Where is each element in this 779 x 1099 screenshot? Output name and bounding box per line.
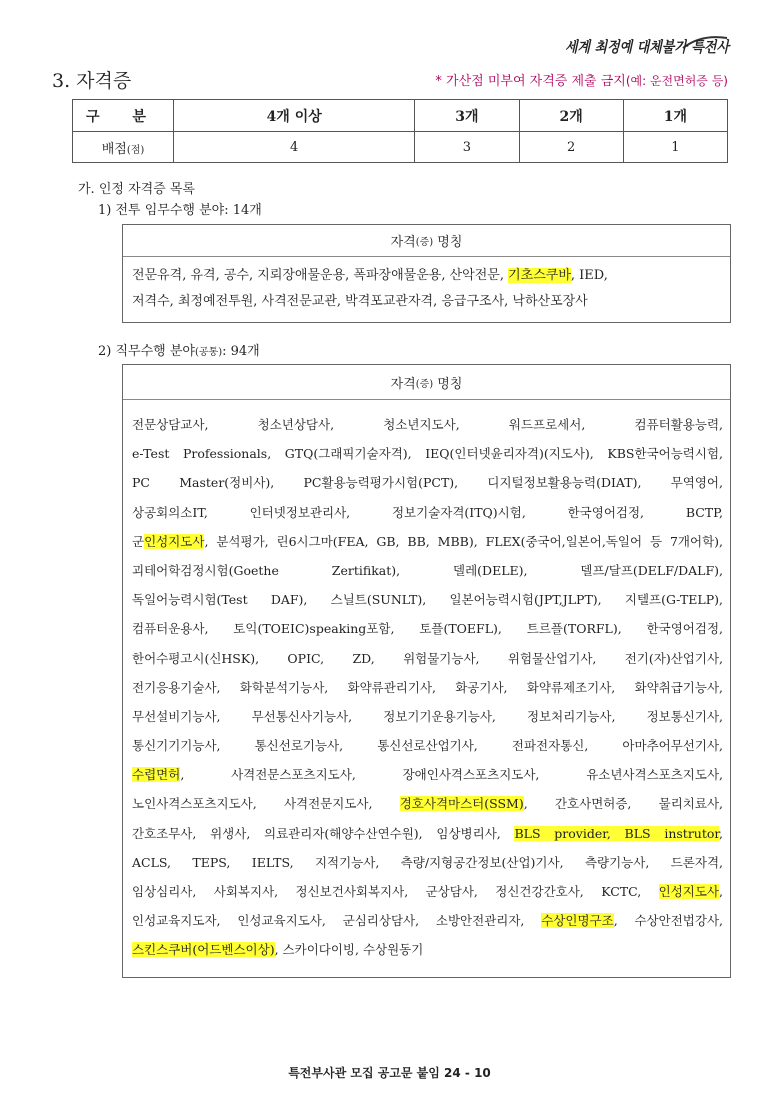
header-cell: 4개 이상 xyxy=(174,100,415,132)
header-cell: 1개 xyxy=(623,100,727,132)
col-main: 자격 xyxy=(390,235,416,250)
col-rest: 명칭 xyxy=(433,376,463,392)
cert-line xyxy=(132,585,723,614)
cert-text: , 수상안전법강사, xyxy=(613,913,723,929)
cert-text: 간호조무사, 위생사, 의료관리자(해양수산연수원), 임상병리사, xyxy=(132,825,515,841)
group2-heading-main: 2) 직무수행 분야 xyxy=(98,344,195,359)
highlighted-cert: 수상인명구조 xyxy=(541,913,614,929)
list-heading: 가. 인정 자격증 목록 xyxy=(78,182,195,197)
cert-text: 임상심리사, 사회복지사, 정신보건사회복지사, 군상담사, 정신건강간호사, KCTC, xyxy=(132,884,659,899)
cert-line xyxy=(132,935,723,964)
col-sub: (증) xyxy=(415,378,434,390)
section-title: 3. 자격증 xyxy=(52,70,132,92)
score-cell: 4 xyxy=(174,132,415,163)
cert-text: e-Test Professionals, GTQ(그래픽기술자격), IEQ(인터넷윤리자격)(지도사), KBS한국어능력시험, xyxy=(132,446,723,462)
highlighted-cert: BLS provider, BLS instrutor xyxy=(514,825,720,841)
cert-text: PC Master(정비사), PC활용능력평가시험(PCT), 디지털정보활용능력(DIAT), 무역영어, xyxy=(132,475,723,491)
cert-text: , 사격전문스포츠지도사, 장애인사격스포츠지도사, 유소년사격스포츠지도사, xyxy=(180,767,723,783)
highlighted-cert: 경호사격마스터(SSM) xyxy=(399,796,524,812)
group2-column-header xyxy=(123,365,730,400)
cert-text: 통신기기기능사, 통신선로기능사, 통신선로산업기사, 전파전자통신, 아마추어무선기사, xyxy=(132,738,723,754)
cert-text: 저격수, 최정예전투원, 사격전문교관, 박격포교관자격, 응급구조사, 낙하산포장사 xyxy=(132,294,588,309)
cert-line xyxy=(132,263,723,289)
cert-line xyxy=(132,468,723,497)
row-label-sub: (점) xyxy=(126,144,145,156)
cert-line xyxy=(132,527,723,556)
cert-line xyxy=(132,760,723,789)
group2-heading xyxy=(98,340,260,359)
cert-text: 인성교육지도자, 인성교육지도사, 군심리상담사, 소방안전관리자, xyxy=(132,913,542,929)
group2-list xyxy=(123,400,730,965)
cert-text: ACLS, TEPS, IELTS, 지적기능사, 측량/지형공간정보(산업)기사, 측량기능사, 드론자격, xyxy=(132,854,723,870)
group1-heading: 1) 전투 임무수행 분야: 14개 xyxy=(98,203,262,218)
highlighted-cert: 스킨스쿠버(어드벤스이상) xyxy=(132,942,275,958)
header-cell: 3개 xyxy=(415,100,519,132)
cert-line xyxy=(132,556,723,585)
cert-line xyxy=(132,848,723,877)
cert-text: 전문유격, 유격, 공수, 지뢰장애물운용, 폭파장애물운용, 산악전문, xyxy=(132,268,509,283)
cert-text: 한어수평고시(신HSK), OPIC, ZD, 위험물기능사, 위험물산업기사, 전기(자)산업기사, xyxy=(132,650,723,666)
group2-heading-sub: (공통) xyxy=(194,347,223,358)
cert-line xyxy=(132,731,723,760)
page-footer: 특전부사관 모집 공고문 붙임 24 - 10 xyxy=(288,1066,491,1080)
group1-column-header xyxy=(123,225,730,257)
cert-text: 전기응용기술사, 화학분석기능사, 화약류관리기사, 화공기사, 화약류제조기사, 화약취급기능사, xyxy=(132,679,723,695)
cert-line xyxy=(132,410,723,439)
cert-line xyxy=(132,789,723,818)
cert-text: 독일어능력시험(Test DAF), 스닐트(SUNLT), 일본어능력시험(JPT,JLPT), 지텔프(G-TELP), xyxy=(132,592,723,608)
cert-line xyxy=(132,498,723,527)
notice-prefix: * 가산점 미부여 자격증 제출 금지 xyxy=(435,74,626,89)
cert-line xyxy=(132,906,723,935)
row-label-main: 배점 xyxy=(101,141,127,157)
score-cell: 2 xyxy=(519,132,623,163)
cert-line xyxy=(132,614,723,643)
cert-text: 전문상담교사, 청소년상담사, 청소년지도사, 워드프로세서, 컴퓨터활용능력, xyxy=(132,417,723,432)
cert-text: 상공회의소IT, 인터넷정보관리사, 정보기술자격(ITQ)시험, 한국영어검정, BCTP, xyxy=(132,504,723,520)
cert-line xyxy=(132,877,723,906)
cert-line xyxy=(132,819,723,848)
score-table-header xyxy=(73,100,728,132)
header-logo xyxy=(563,28,733,62)
cert-text: 괴테어학검정시험(Goethe Zertifikat), 델레(DELE), 델프/달프(DELF/DALF), xyxy=(132,562,723,578)
group1-table xyxy=(122,224,731,323)
col-rest: 명칭 xyxy=(433,235,463,250)
col-main: 자격 xyxy=(390,376,416,392)
highlighted-cert: 인성지도사 xyxy=(658,884,720,899)
highlighted-cert: 기초스쿠바 xyxy=(508,268,571,283)
group2-table xyxy=(122,364,731,978)
cert-line xyxy=(132,702,723,731)
highlighted-cert: 인성지도사 xyxy=(144,533,205,549)
cert-line xyxy=(132,644,723,673)
row-label xyxy=(73,132,174,163)
brand-logo-icon xyxy=(563,28,733,62)
score-table xyxy=(72,99,728,163)
score-cell: 1 xyxy=(623,132,727,163)
logo-text: 세계 최정예 대체불가 특전사 xyxy=(565,38,732,56)
cert-text: 군 xyxy=(132,533,145,549)
highlighted-cert: 수렵면허 xyxy=(132,767,181,783)
cert-text: 무선설비기능사, 무선통신사기능사, 정보기기운용기능사, 정보처리기능사, 정보통신기사, xyxy=(132,708,723,724)
cert-text: , 분석평가, 린6시그마(FEA, GB, BB, MBB), FLEX(중국어,일본어,독일어 등 7개어학), xyxy=(204,533,723,549)
col-sub: (증) xyxy=(415,237,434,248)
header-cell: 구 분 xyxy=(73,100,174,132)
cert-line xyxy=(132,289,723,315)
group2-heading-rest: : 94개 xyxy=(222,344,260,359)
score-cell: 3 xyxy=(415,132,519,163)
cert-text: , 스카이다이빙, 수상원동기 xyxy=(274,942,424,958)
score-table-row xyxy=(73,132,728,163)
cert-text: , 간호사면허증, 물리치료사, xyxy=(523,796,723,812)
cert-line xyxy=(132,439,723,468)
notice-example: (예: 운전면허증 등) xyxy=(625,74,728,88)
cert-text: , xyxy=(719,825,723,841)
cert-text: , xyxy=(719,884,723,899)
cert-text: 노인사격스포츠지도사, 사격전문지도사, xyxy=(132,796,400,812)
cert-text: 컴퓨터운용사, 토익(TOEIC)speaking포함, 토플(TOEFL), 트르플(TORFL), 한국영어검정, xyxy=(132,621,723,637)
cert-text: , IED, xyxy=(570,268,608,283)
group1-list xyxy=(123,257,730,315)
header-cell: 2개 xyxy=(519,100,623,132)
notice-text xyxy=(435,70,728,89)
cert-line xyxy=(132,673,723,702)
